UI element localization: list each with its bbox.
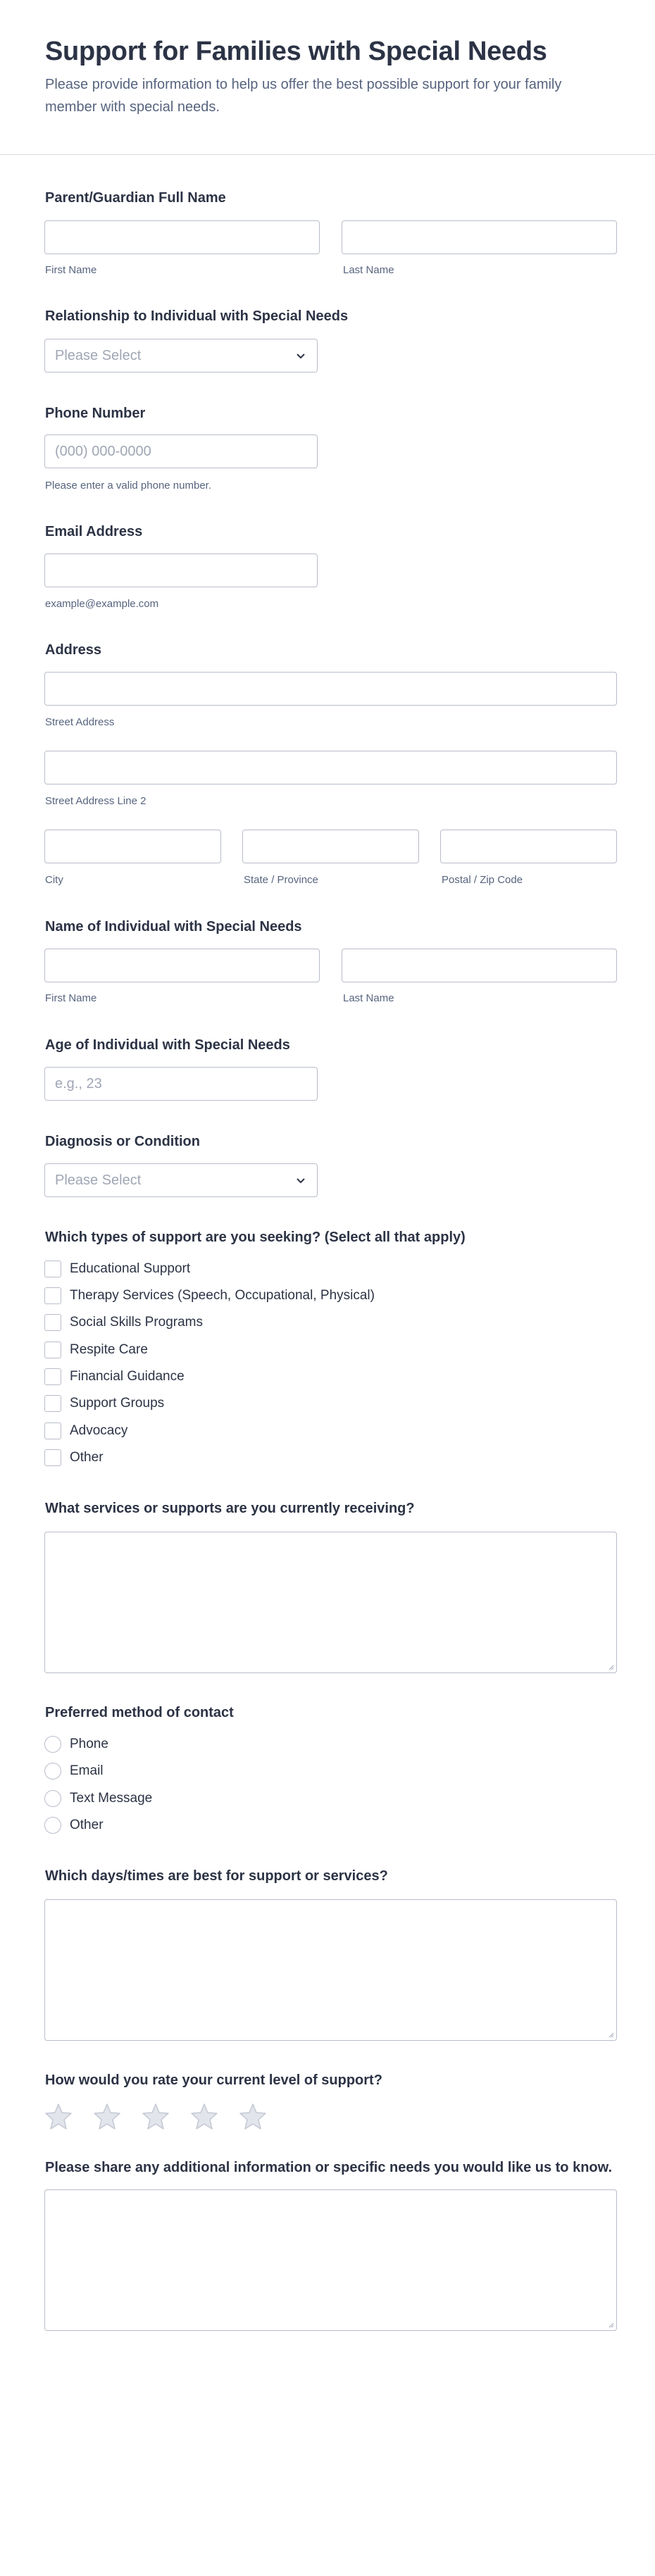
star-icon[interactable] bbox=[142, 2102, 170, 2130]
contact-option-email[interactable] bbox=[44, 1761, 104, 1781]
diagnosis-label: Diagnosis or Condition bbox=[45, 1134, 200, 1149]
option-label: Phone bbox=[70, 1737, 108, 1751]
checkbox[interactable] bbox=[44, 1261, 61, 1277]
additional-info-label: Please share any additional information or specific needs you would like us to know. bbox=[45, 2160, 612, 2175]
star-rating[interactable] bbox=[44, 2102, 287, 2130]
state-sublabel: State / Province bbox=[244, 874, 318, 886]
guardian-last-name-sublabel: Last Name bbox=[343, 264, 394, 276]
city-sublabel: City bbox=[45, 874, 63, 886]
form-subtitle: Please provide information to help us offer the best possible support for your family member with special needs. bbox=[45, 77, 562, 115]
option-label: Email bbox=[70, 1763, 104, 1778]
contact-option-phone[interactable] bbox=[44, 1734, 108, 1754]
street-address-line2-sublabel: Street Address Line 2 bbox=[45, 795, 146, 807]
current-services-textarea[interactable] bbox=[44, 1532, 617, 1673]
contact-method-label: Preferred method of contact bbox=[45, 1705, 234, 1720]
radio-button[interactable] bbox=[44, 1736, 61, 1753]
star-icon[interactable] bbox=[93, 2102, 121, 2130]
relationship-label: Relationship to Individual with Special Needs bbox=[45, 308, 349, 324]
chevron-down-icon bbox=[296, 351, 306, 361]
option-label: Other bbox=[70, 1818, 104, 1832]
option-label: Advocacy bbox=[70, 1423, 128, 1438]
star-icon[interactable] bbox=[190, 2102, 218, 2130]
radio-button[interactable] bbox=[44, 1817, 61, 1834]
checkbox[interactable] bbox=[44, 1314, 61, 1331]
support-option-therapy[interactable] bbox=[44, 1286, 375, 1306]
age-placeholder: e.g., 23 bbox=[55, 1076, 102, 1092]
email-input[interactable] bbox=[44, 554, 318, 587]
best-times-label: Which days/times are best for support or services? bbox=[45, 1868, 388, 1884]
support-option-financial[interactable] bbox=[44, 1367, 185, 1387]
street-address-sublabel: Street Address bbox=[45, 716, 115, 728]
support-types-label: Which types of support are you seeking? (Select all that apply) bbox=[45, 1230, 466, 1245]
guardian-first-name-sublabel: First Name bbox=[45, 264, 97, 276]
option-label: Support Groups bbox=[70, 1396, 165, 1411]
relationship-select[interactable] bbox=[44, 339, 318, 373]
zip-input[interactable] bbox=[440, 830, 617, 863]
option-label: Respite Care bbox=[70, 1342, 148, 1357]
support-option-other[interactable] bbox=[44, 1448, 104, 1468]
diagnosis-select[interactable] bbox=[44, 1163, 318, 1197]
form-title: Support for Families with Special Needs bbox=[45, 37, 547, 66]
phone-placeholder: (000) 000-0000 bbox=[55, 444, 151, 459]
contact-option-other[interactable] bbox=[44, 1815, 104, 1835]
checkbox[interactable] bbox=[44, 1395, 61, 1412]
star-icon[interactable] bbox=[44, 2102, 73, 2130]
radio-button[interactable] bbox=[44, 1763, 61, 1780]
email-sublabel: example@example.com bbox=[45, 598, 159, 610]
support-option-social-skills[interactable] bbox=[44, 1313, 203, 1332]
additional-info-textarea[interactable] bbox=[44, 2189, 617, 2331]
rating-label: How would you rate your current level of support? bbox=[45, 2072, 382, 2088]
resize-grip-icon[interactable] bbox=[607, 2031, 614, 2038]
guardian-last-name-input[interactable] bbox=[342, 220, 617, 254]
best-times-textarea[interactable] bbox=[44, 1899, 617, 2041]
resize-grip-icon[interactable] bbox=[607, 1663, 614, 1670]
option-label: Social Skills Programs bbox=[70, 1315, 203, 1330]
support-option-educational[interactable] bbox=[44, 1259, 190, 1279]
zip-sublabel: Postal / Zip Code bbox=[442, 874, 523, 886]
age-input[interactable] bbox=[44, 1067, 318, 1101]
state-input[interactable] bbox=[242, 830, 419, 863]
option-label: Text Message bbox=[70, 1791, 153, 1806]
checkbox[interactable] bbox=[44, 1449, 61, 1466]
street-address-line2-input[interactable] bbox=[44, 751, 617, 784]
street-address-input[interactable] bbox=[44, 672, 617, 706]
email-label: Email Address bbox=[45, 524, 143, 539]
checkbox[interactable] bbox=[44, 1342, 61, 1358]
individual-name-label: Name of Individual with Special Needs bbox=[45, 919, 302, 934]
diagnosis-select-value: Please Select bbox=[55, 1173, 142, 1188]
support-option-respite-care[interactable] bbox=[44, 1340, 148, 1360]
form-header bbox=[0, 0, 655, 155]
city-input[interactable] bbox=[44, 830, 221, 863]
age-label: Age of Individual with Special Needs bbox=[45, 1037, 290, 1053]
phone-label: Phone Number bbox=[45, 406, 146, 421]
guardian-name-label: Parent/Guardian Full Name bbox=[45, 190, 226, 206]
current-services-label: What services or supports are you currently receiving? bbox=[45, 1501, 415, 1516]
relationship-select-value: Please Select bbox=[55, 348, 142, 363]
individual-last-name-sublabel: Last Name bbox=[343, 992, 394, 1004]
support-option-support-groups[interactable] bbox=[44, 1394, 164, 1413]
option-label: Other bbox=[70, 1450, 104, 1465]
contact-option-text-message[interactable] bbox=[44, 1789, 152, 1808]
resize-grip-icon[interactable] bbox=[607, 2321, 614, 2328]
checkbox[interactable] bbox=[44, 1368, 61, 1385]
option-label: Financial Guidance bbox=[70, 1369, 185, 1384]
guardian-first-name-input[interactable] bbox=[44, 220, 320, 254]
individual-last-name-input[interactable] bbox=[342, 949, 617, 982]
address-label: Address bbox=[45, 642, 102, 658]
phone-input[interactable] bbox=[44, 434, 318, 468]
individual-first-name-input[interactable] bbox=[44, 949, 320, 982]
option-label: Therapy Services (Speech, Occupational, Physical) bbox=[70, 1288, 375, 1303]
chevron-down-icon bbox=[296, 1175, 306, 1185]
star-icon[interactable] bbox=[239, 2102, 267, 2130]
option-label: Educational Support bbox=[70, 1261, 191, 1276]
radio-button[interactable] bbox=[44, 1790, 61, 1807]
individual-first-name-sublabel: First Name bbox=[45, 992, 97, 1004]
checkbox[interactable] bbox=[44, 1287, 61, 1304]
support-option-advocacy[interactable] bbox=[44, 1421, 127, 1441]
phone-sublabel: Please enter a valid phone number. bbox=[45, 480, 211, 492]
checkbox[interactable] bbox=[44, 1423, 61, 1439]
